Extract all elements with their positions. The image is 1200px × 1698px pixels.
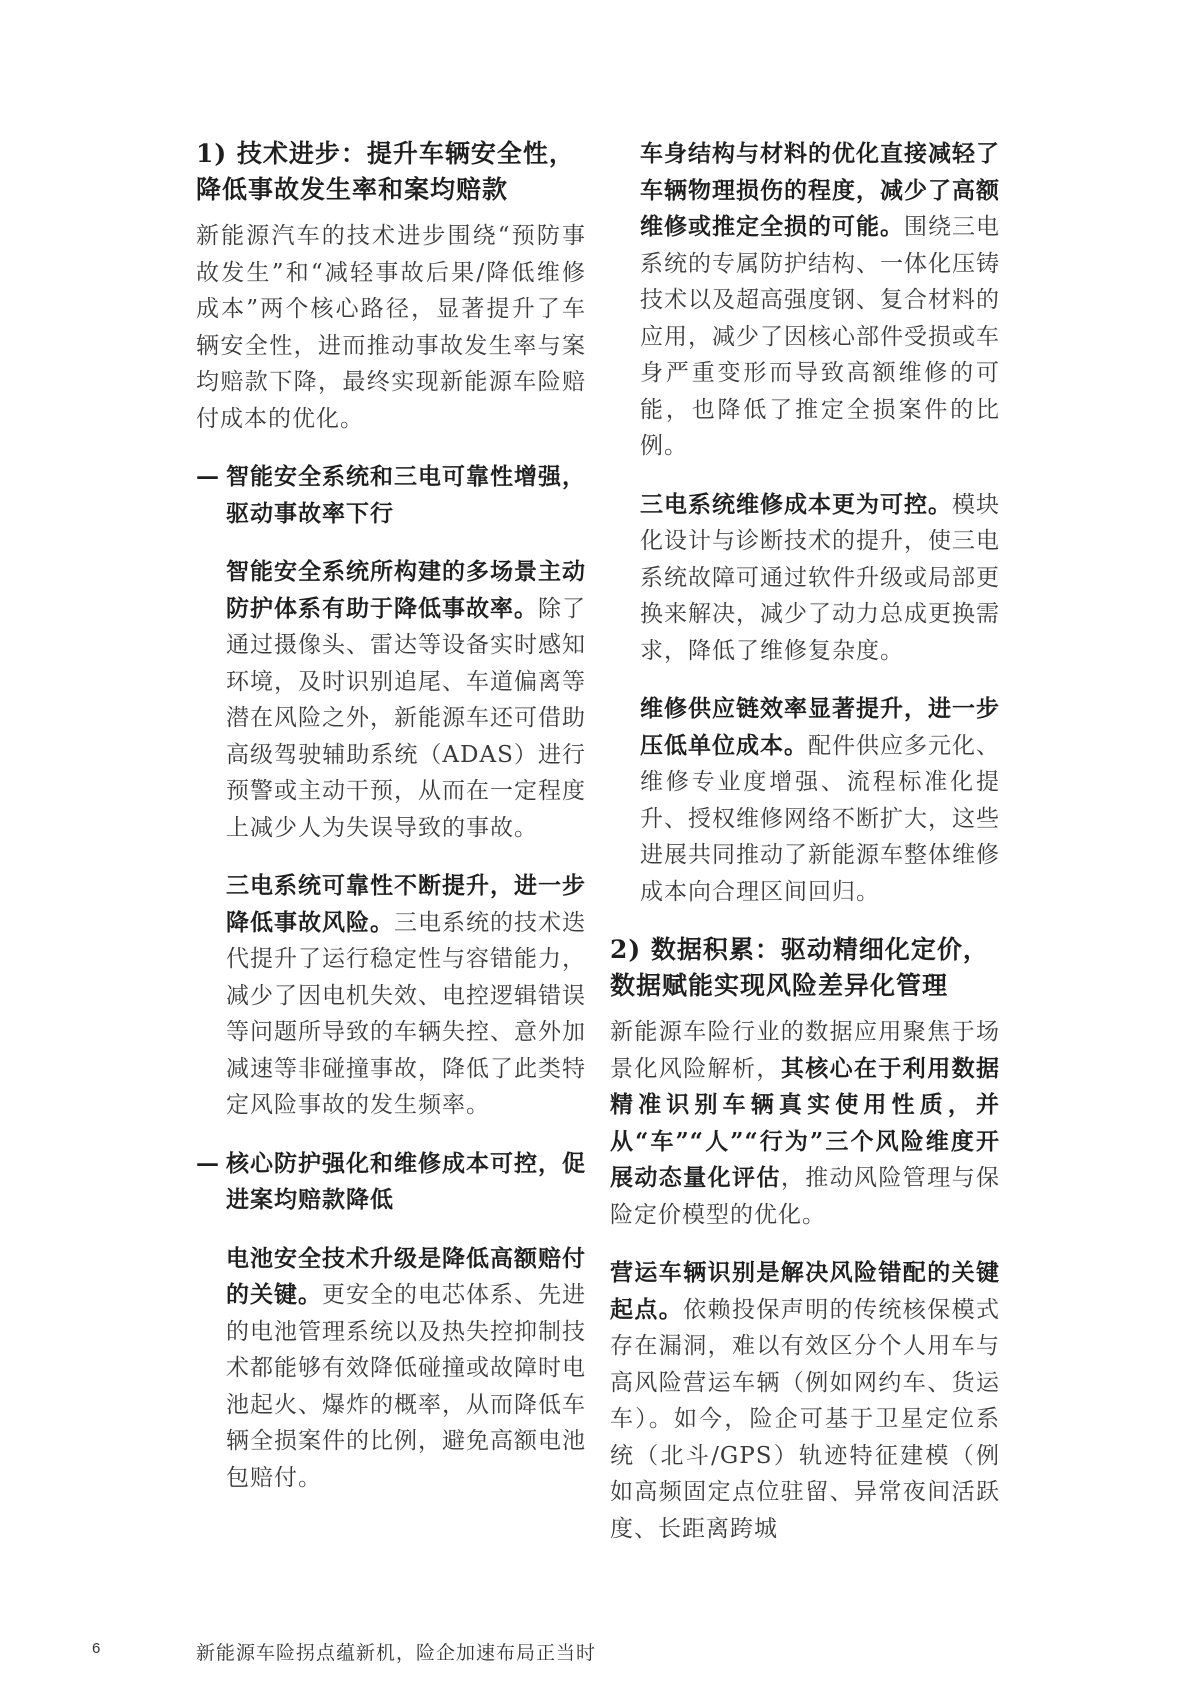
right-column bbox=[610, 136, 1000, 1547]
paragraph bbox=[610, 1255, 1000, 1547]
paragraph-body: 三电系统的技术迭代提升了运行稳定性与容错能力，减少了因电机失效、电控逻辑错误等问题所导致的车辆失控、意外加减速等非碰撞事故，降低了此类特定风险事故的发生频率。 bbox=[226, 909, 586, 1118]
dash-bullet: — bbox=[196, 1149, 220, 1177]
intro-paragraph-2 bbox=[610, 1014, 1000, 1233]
subheading-1 bbox=[196, 459, 586, 532]
paragraph-body: 配件供应多元化、维修专业度增强、流程标准化提升、授权维修网络不断扩大，这些进展共同推动了新能源车整体维修成本向合理区间回归。 bbox=[640, 732, 1000, 905]
dash-bullet: — bbox=[196, 463, 220, 490]
intro-paragraph: 新能源汽车的技术进步围绕“预防事故发生”和“减轻事故后果/降低维修成本”两个核心路径，显著提升了车辆安全性，进而推动事故发生率与案均赔款下降，最终实现新能源车险赔付成本的优化。 bbox=[196, 223, 586, 432]
paragraph-body: 模块化设计与诊断技术的提升，使三电系统故障可通过软件升级或局部更换来解决，减少了动力总成更换需求，降低了维修复杂度。 bbox=[640, 491, 1000, 664]
section-heading-2: 2) 数据积累：驱动精细化定价，数据赋能实现风险差异化管理 bbox=[610, 935, 989, 1000]
paragraph-body: 围绕三电系统的专属防护结构、一体化压铸技术以及超高强度钢、复合材料的应用，减少了因核心部件受损或车身严重变形而导致高额维修的可能，也降低了推定全损案件的比例。 bbox=[640, 214, 1000, 459]
paragraph-lead: 车身结构与材料的优化直接减轻了车辆物理损伤的程度，减少了高额维修或推定全损的可能。 bbox=[640, 140, 1000, 240]
paragraph-body: 新能源车险行业的数据应用聚焦于场景化风险解析， bbox=[610, 1019, 1000, 1082]
paragraph bbox=[640, 487, 1000, 670]
subheading-2 bbox=[196, 1146, 586, 1219]
paragraph-body: ，推动风险管理与保险定价模型的优化。 bbox=[610, 1165, 1001, 1228]
paragraph-lead: 维修供应链效率显著提升，进一步压低单位成本。 bbox=[640, 695, 1000, 759]
section-heading-1: 1) 技术进步：提升车辆安全性，降低事故发生率和案均赔款 bbox=[196, 139, 575, 204]
paragraph-lead: 智能安全系统所构建的多场景主动防护体系有助于降低事故率。 bbox=[226, 558, 586, 622]
footer-title: 新能源车险拐点蕴新机，险企加速布局正当时 bbox=[196, 1642, 597, 1664]
page-number: 6 bbox=[92, 1640, 101, 1657]
paragraph-lead: 营运车辆识别是解决风险错配的关键起点。 bbox=[610, 1259, 1000, 1323]
subheading-text: 核心防护强化和维修成本可控，促进案均赔款降低 bbox=[226, 1149, 586, 1213]
paragraph bbox=[226, 1241, 586, 1497]
paragraph-body: 依赖投保声明的传统核保模式存在漏洞，难以有效区分个人用车与高风险营运车辆（例如网约车、货运车）。如今，险企可基于卫星定位系统（北斗/GPS）轨迹特征建模（例如高频固定点位驻留、异常夜间活跃度、长距离跨城 bbox=[610, 1296, 1001, 1542]
paragraph-emphasis: 其核心在于利用数据精准识别车辆真实使用性质，并从“车”“人”“行为”三个风险维度开展动态量化评估 bbox=[610, 1054, 1001, 1191]
paragraph bbox=[640, 136, 1000, 465]
paragraph bbox=[226, 554, 586, 846]
subheading-text: 智能安全系统和三电可靠性增强，驱动事故率下行 bbox=[226, 463, 586, 527]
left-column bbox=[196, 136, 586, 1496]
paragraph bbox=[226, 868, 586, 1124]
paragraph-body: 除了通过摄像头、雷达等设备实时感知环境，及时识别追尾、车道偏离等潜在风险之外，新能源车还可借助高级驾驶辅助系统（ADAS）进行预警或主动干预，从而在一定程度上减少人为失误导致的事故。 bbox=[226, 595, 586, 841]
paragraph bbox=[640, 691, 1000, 910]
paragraph-lead: 三电系统维修成本更为可控。 bbox=[640, 490, 952, 518]
paragraph-lead: 三电系统可靠性不断提升，进一步降低事故风险。 bbox=[226, 872, 586, 936]
paragraph-body: 更安全的电芯体系、先进的电池管理系统以及热失控抑制技术都能够有效降低碰撞或故障时电池起火、爆炸的概率，从而降低车辆全损案件的比例，避免高额电池包赔付。 bbox=[226, 1282, 586, 1491]
paragraph-lead: 电池安全技术升级是降低高额赔付的关键。 bbox=[226, 1244, 586, 1308]
